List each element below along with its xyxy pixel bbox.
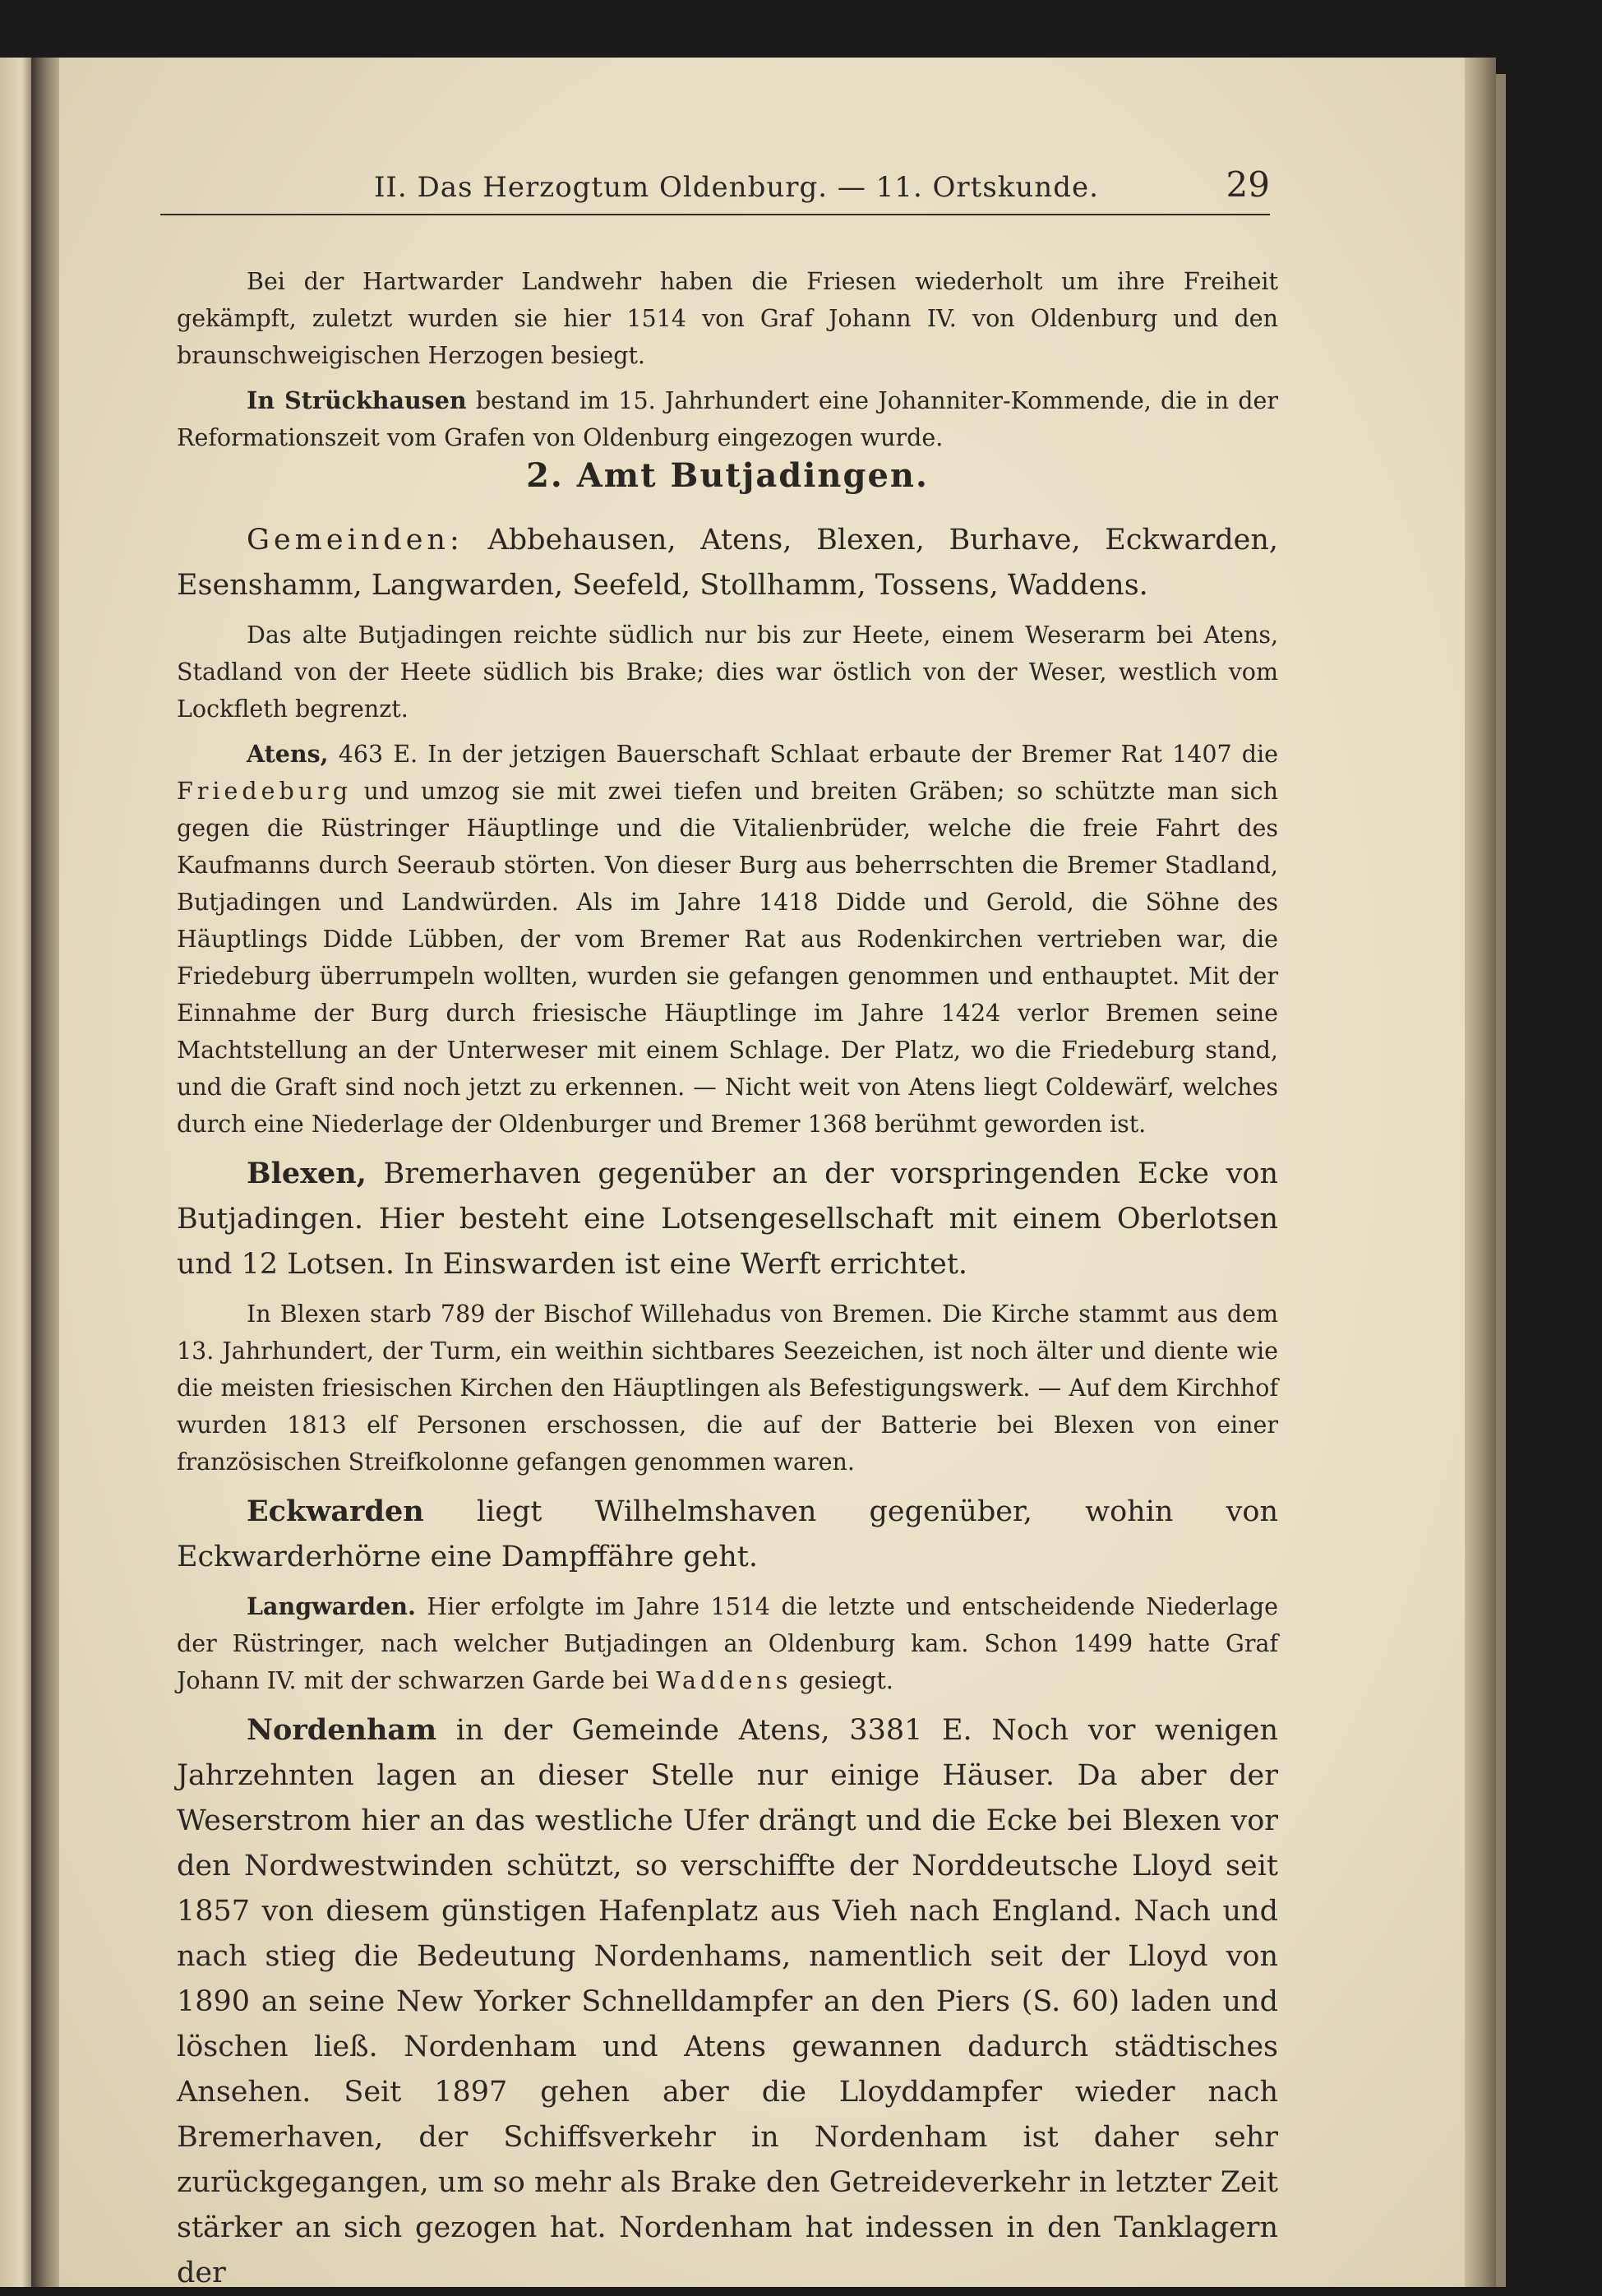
paragraph-eckwarden: [177, 1489, 1278, 1580]
paragraph-text: Bei der Hartwarder Landwehr haben die Friesen wiederholt um ihre Freiheit gekämpft, zuletzt wurden sie hier 1514 von Graf Johann IV. von Oldenburg und den braunschweigischen Herzogen besiegt.: [177, 268, 1278, 369]
paragraph-gemeinden: [177, 518, 1278, 608]
book-gutter: [31, 58, 59, 2287]
term-langwarden: Langwarden.: [247, 1592, 416, 1620]
paragraph-text: bestand im 15. Jahrhundert eine Johanniter-Kommende, die in der Reformationszeit vom Grafen von Oldenburg eingezogen wurde.: [177, 387, 1278, 451]
paragraph-nordenham: [177, 1707, 1278, 2296]
paragraph-text: Abbehausen, Atens, Blexen, Burhave, Eckwarden, Esenshamm, Langwarden, Seefeld, Stollhamm, Tossens, Waddens.: [177, 524, 1278, 602]
running-head: II. Das Herzogtum Oldenburg. — 11. Ortskunde.: [374, 171, 1099, 204]
paragraph-text: liegt Wilhelmshaven gegenüber, wohin von Eckwarderhörne eine Dampffähre geht.: [177, 1495, 1278, 1573]
paragraph-text: Bremerhaven gegenüber an der vorspringenden Ecke von Butjadingen. Hier besteht eine Lotsengesellschaft mit einem Oberlotsen und 12 Lotsen. In Einswarden ist eine Werft errichtet.: [177, 1157, 1278, 1281]
page-header: [160, 164, 1270, 215]
term-nordenham: Nordenham: [247, 1713, 437, 1747]
paragraph-strueckhausen: [177, 382, 1278, 456]
paragraph-text: gesiegt.: [792, 1667, 893, 1694]
right-page-edge-shadow: [1496, 74, 1506, 2287]
paragraph-langwarden: [177, 1588, 1278, 1699]
term-atens: Atens,: [247, 740, 329, 768]
spaced-friedeburg: Friedeburg: [177, 778, 352, 805]
section-heading: 2. Amt Butjadingen.: [526, 456, 929, 495]
paragraph-text: und umzog sie mit zwei tiefen und breiten Gräben; so schützte man sich gegen die Rüstringer Häuptlinge und die Vitalienbrüder, welche die freie Fahrt des Kaufmanns durch Seeraub störten. Von dieser Burg aus beherrschten die Bremer Stadland, Butjadingen und Landwürden. Als im Jahre 1418 Didde und Gerold, die Söhne des Häuptlings Didde Lübben, der vom Bremer Rat aus Rodenkirchen vertrieben war, die Friedeburg überrumpeln wollten, wurden sie gefangen genommen und enthauptet. Mit der Einnahme der Burg durch friesische Häuptlinge im Jahre 1424 verlor Bremen seine Machtstellung an der Unterweser mit einem Schlage. Der Platz, wo die Friedeburg stand, und die Graft sind noch jetzt zu erkennen. — Nicht weit von Atens liegt Coldewärf, welches durch eine Niederlage der Oldenburger und Bremer 1368 berühmt geworden ist.: [177, 778, 1278, 1138]
paragraph-blexen-history: [177, 1296, 1278, 1481]
paragraph-text: in der Gemeinde Atens, 3381 E. Noch vor wenigen Jahrzehnten lagen an dieser Stelle nur einige Häuser. Da aber der Weserstrom hier an das westliche Ufer drängt und die Ecke bei Blexen vor den Nordwestwinden schützt, so verschiffte der Norddeutsche Lloyd seit 1857 von diesem günstigen Hafenplatz aus Vieh nach England. Nach und nach stieg die Bedeutung Nordenhams, namentlich seit der Lloyd von 1890 an seine New Yorker Schnelldampfer an den Piers (S. 60) laden und löschen ließ. Nordenham und Atens gewannen dadurch städtisches Ansehen. Seit 1897 gehen aber die Lloyddampfer wieder nach Bremerhaven, der Schiffsverkehr in Nordenham ist daher sehr zurückgegangen, um so mehr als Brake den Getreideverkehr in letzter Zeit stärker an sich gezogen hat. Nordenham hat indessen in den Tanklagern der: [177, 1714, 1278, 2289]
label-gemeinden: Gemeinden:: [247, 524, 464, 557]
left-page-edge: [0, 58, 31, 2287]
paragraph-text: Das alte Butjadingen reichte südlich nur bis zur Heete, einem Weserarm bei Atens, Stadland von der Heete südlich bis Brake; dies war östlich von der Weser, westlich vom Lockfleth begrenzt.: [177, 621, 1278, 723]
paragraph-hartwarder: [177, 263, 1278, 374]
paragraph-blexen: [177, 1151, 1278, 1287]
paragraph-atens: [177, 736, 1278, 1143]
term-blexen: Blexen,: [247, 1157, 367, 1190]
right-page-edge: [1465, 58, 1496, 2287]
page-number: 29: [1226, 164, 1270, 205]
page-body: [177, 263, 1278, 2296]
term-strueckhausen: In Strückhausen: [247, 386, 467, 414]
paragraph-text: In Blexen starb 789 der Bischof Willehadus von Bremen. Die Kirche stammt aus dem 13. Jahrhundert, der Turm, ein weithin sichtbares Seezeichen, ist noch älter und diente wie die meisten friesischen Kirchen den Häuptlingen als Befestigungswerk. — Auf dem Kirchhof wurden 1813 elf Personen erschossen, die auf der Batterie bei Blexen von einer französischen Streifkolonne gefangen genommen waren.: [177, 1300, 1278, 1476]
term-eckwarden: Eckwarden: [247, 1494, 424, 1528]
spaced-waddens: Waddens: [656, 1667, 792, 1694]
paragraph-alte-butjadingen: [177, 617, 1278, 728]
paragraph-text: 463 E. In der jetzigen Bauerschaft Schlaat erbaute der Bremer Rat 1407 die: [328, 741, 1278, 768]
paragraph-text: Hier erfolgte im Jahre 1514 die letzte und entscheidende Niederlage der Rüstringer, nach welcher Butjadingen an Oldenburg kam. Schon 1499 hatte Graf Johann IV. mit der schwarzen Garde bei: [177, 1593, 1278, 1694]
